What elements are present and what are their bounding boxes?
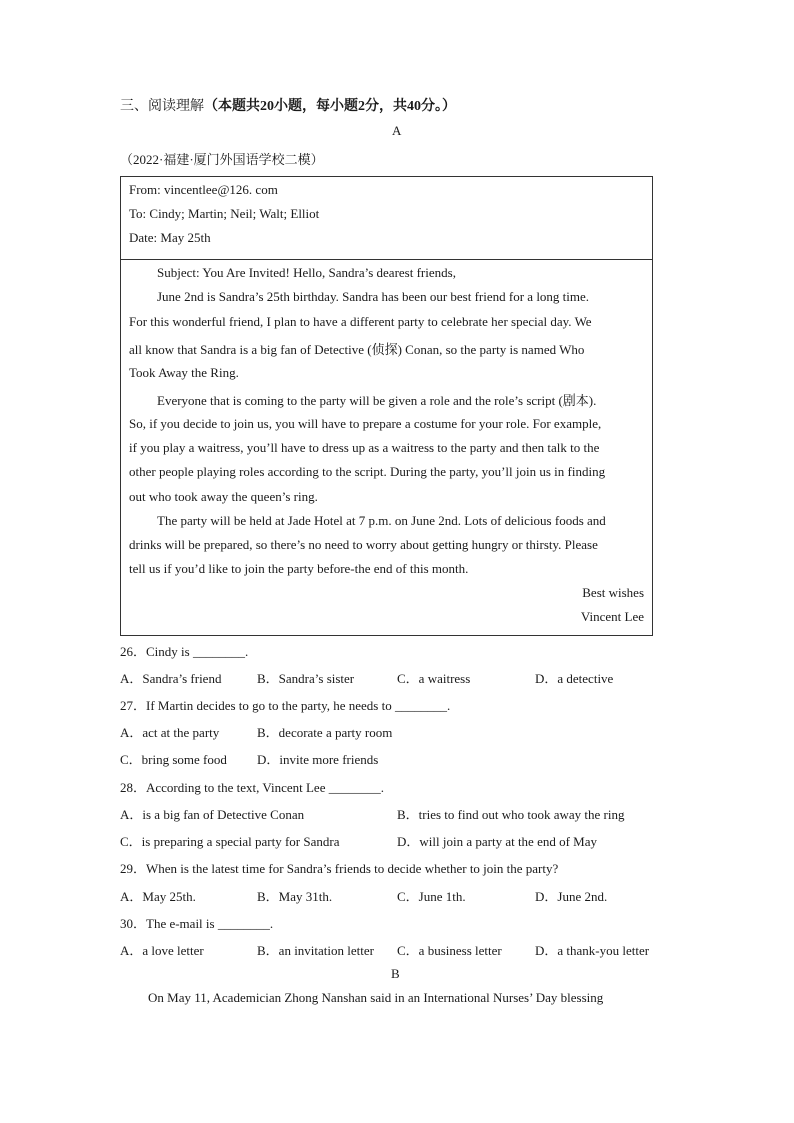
question-stem: 28．According to the text, Vincent Lee ________. (120, 780, 384, 795)
passage-a-letter: A (392, 123, 402, 138)
email-body-line: tell us if you’d like to join the party before-the end of this month. (129, 561, 469, 576)
option-a: A．Sandra’s friend (120, 671, 222, 686)
option-a: A．is a big fan of Detective Conan (120, 807, 305, 822)
option-c: C．bring some food (120, 752, 227, 767)
option-d: D．June 2nd. (535, 889, 608, 904)
email-body-line: Took Away the Ring. (129, 365, 239, 380)
email-subject-line: Subject: You Are Invited! Hello, Sandra’s dearest friends, (157, 265, 456, 280)
passage-b-letter: B (391, 966, 400, 981)
email-divider (121, 259, 652, 260)
option-d: D．a thank-you letter (535, 943, 650, 958)
section-title-prefix: 三、阅读理解 (120, 99, 204, 114)
option-b: B．Sandra’s sister (257, 671, 355, 686)
email-body-line: drinks will be prepared, so there’s no need to worry about getting hungry or thirsty. Please (129, 537, 598, 552)
question-stem: 30．The e-mail is ________. (120, 916, 274, 931)
email-from: From: vincentlee@126. com (129, 182, 278, 197)
email-body-line: other people playing roles according to the script. During the party, you’ll join us in finding (129, 464, 606, 479)
option-b: B．an invitation letter (257, 943, 374, 958)
email-to: To: Cindy; Martin; Neil; Walt; Elliot (129, 206, 320, 221)
option-b: B．May 31th. (257, 889, 333, 904)
email-body-line: if you play a waitress, you’ll have to dress up as a waitress to the party and then talk to the (129, 440, 600, 455)
option-c: C．a business letter (397, 943, 502, 958)
option-b: B．tries to find out who took away the ring (397, 807, 625, 822)
option-c: C．a waitress (397, 671, 471, 686)
option-d: D．a detective (535, 671, 614, 686)
email-body-line: all know that Sandra is a big fan of Detective (侦探) Conan, so the party is named Who (129, 342, 585, 357)
question-stem: 26．Cindy is ________. (120, 644, 249, 659)
email-body-line: So, if you decide to join us, you will have to prepare a costume for your role. For example, (129, 416, 602, 431)
option-d: D．will join a party at the end of May (397, 834, 598, 849)
passage-b-first-line: On May 11, Academician Zhong Nanshan said in an International Nurses’ Day blessing (148, 990, 604, 1005)
option-c: C．is preparing a special party for Sandra (120, 834, 340, 849)
email-date: Date: May 25th (129, 230, 211, 245)
section-title (120, 95, 456, 115)
option-d: D．invite more friends (257, 752, 379, 767)
option-a: A．May 25th. (120, 889, 196, 904)
email-body-line: Everyone that is coming to the party will be given a role and the role’s script (剧本). (157, 393, 597, 408)
email-closing: Best wishes (582, 585, 644, 600)
email-body-line: June 2nd is Sandra’s 25th birthday. Sandra has been our best friend for a long time. (157, 289, 590, 304)
option-c: C．June 1th. (397, 889, 466, 904)
email-body-line: out who took away the queen’s ring. (129, 489, 318, 504)
passage-source: （2022·福建·厦门外国语学校二模） (120, 152, 324, 167)
email-body-line: For this wonderful friend, I plan to have a different party to celebrate her special day. We (129, 314, 592, 329)
option-a: A．a love letter (120, 943, 204, 958)
email-body-line: The party will be held at Jade Hotel at 7 p.m. on June 2nd. Lots of delicious foods and (157, 513, 606, 528)
section-title-bold: （本题共20小题，每小题2分，共40分。） (204, 99, 456, 114)
email-box (120, 176, 653, 636)
question-stem: 27．If Martin decides to go to the party, he needs to ________. (120, 698, 451, 713)
email-signature: Vincent Lee (580, 609, 644, 624)
option-b: B．decorate a party room (257, 725, 393, 740)
question-stem: 29．When is the latest time for Sandra’s friends to decide whether to join the party? (120, 861, 559, 876)
option-a: A．act at the party (120, 725, 220, 740)
